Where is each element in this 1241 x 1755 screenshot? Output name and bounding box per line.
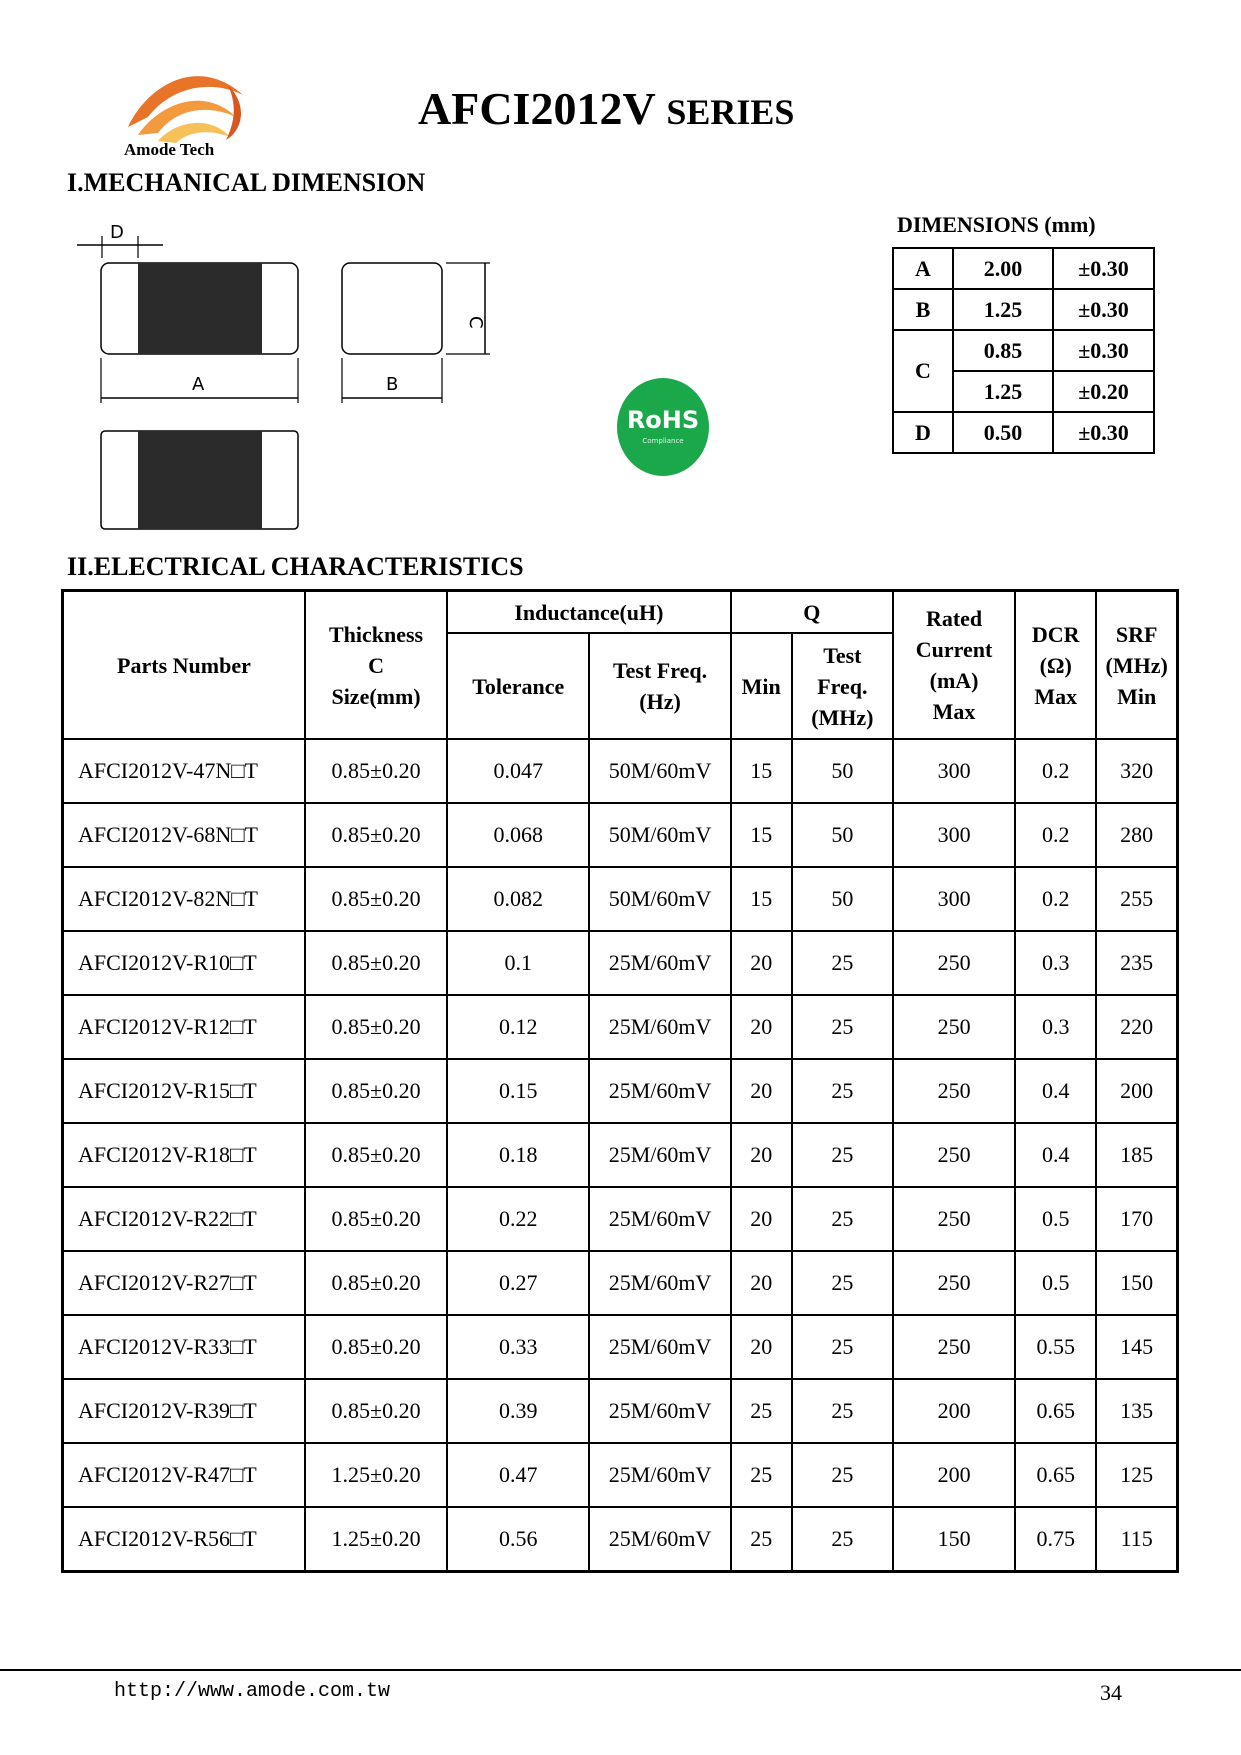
dim-value: 1.25 (953, 371, 1053, 412)
cell-srf: 320 (1096, 739, 1177, 803)
cell-rated-current: 250 (893, 1123, 1015, 1187)
dim-value: 0.85 (953, 330, 1053, 371)
cell-q-test-frequency: 25 (792, 931, 893, 995)
cell-rated-current: 200 (893, 1443, 1015, 1507)
header-test-freq: Test Freq. (Hz) (589, 633, 730, 739)
cell-dcr: 0.2 (1015, 867, 1096, 931)
cell-inductance-value: 0.082 (447, 867, 589, 931)
cell-rated-current: 250 (893, 995, 1015, 1059)
cell-test-frequency: 25M/60mV (589, 1315, 730, 1379)
dim-row (893, 412, 1154, 453)
header-srf: SRF (MHz) Min (1096, 591, 1177, 740)
cell-srf: 125 (1096, 1443, 1177, 1507)
cell-rated-current: 250 (893, 1251, 1015, 1315)
cell-part-number: AFCI2012V-R10□T (63, 931, 305, 995)
cell-dcr: 0.4 (1015, 1123, 1096, 1187)
cell-inductance-value: 0.27 (447, 1251, 589, 1315)
cell-test-frequency: 25M/60mV (589, 1251, 730, 1315)
company-name: Amode Tech (124, 140, 215, 159)
cell-srf: 185 (1096, 1123, 1177, 1187)
table-row (63, 995, 1178, 1059)
cell-dcr: 0.3 (1015, 931, 1096, 995)
cell-inductance-value: 0.47 (447, 1443, 589, 1507)
dimensions-caption: DIMENSIONS (mm) (897, 212, 1096, 237)
cell-q-min: 25 (731, 1379, 792, 1443)
dimensions-table (892, 247, 1155, 454)
cell-rated-current: 250 (893, 1059, 1015, 1123)
cell-q-min: 15 (731, 739, 792, 803)
electrical-table-body (63, 739, 1178, 1572)
cell-q-test-frequency: 25 (792, 1315, 893, 1379)
cell-inductance-value: 0.56 (447, 1507, 589, 1572)
cell-inductance-value: 0.12 (447, 995, 589, 1059)
cell-inductance-value: 0.1 (447, 931, 589, 995)
table-row (63, 931, 1178, 995)
cell-q-test-frequency: 25 (792, 1443, 893, 1507)
cell-q-min: 20 (731, 1187, 792, 1251)
dim-tolerance: ±0.30 (1053, 330, 1154, 371)
table-row (63, 867, 1178, 931)
cell-rated-current: 250 (893, 1315, 1015, 1379)
dim-row (893, 330, 1154, 371)
cell-q-test-frequency: 25 (792, 1507, 893, 1572)
electrical-table (61, 589, 1179, 1573)
header-tolerance: Tolerance (447, 633, 589, 739)
dim-tolerance: ±0.30 (1053, 248, 1154, 289)
header-q-min: Min (731, 633, 792, 739)
cell-q-test-frequency: 50 (792, 739, 893, 803)
dim-row (893, 248, 1154, 289)
rohs-text: RoHS (626, 406, 700, 434)
cell-dcr: 0.2 (1015, 739, 1096, 803)
cell-thickness: 0.85±0.20 (305, 931, 447, 995)
cell-q-test-frequency: 50 (792, 867, 893, 931)
cell-part-number: AFCI2012V-R33□T (63, 1315, 305, 1379)
cell-thickness: 0.85±0.20 (305, 1315, 447, 1379)
header-parts-number: Parts Number (63, 591, 305, 740)
mechanical-drawing (70, 218, 510, 538)
cell-srf: 235 (1096, 931, 1177, 995)
cell-q-min: 20 (731, 1315, 792, 1379)
cell-srf: 135 (1096, 1379, 1177, 1443)
cell-q-min: 15 (731, 803, 792, 867)
cell-test-frequency: 25M/60mV (589, 1379, 730, 1443)
cell-test-frequency: 50M/60mV (589, 803, 730, 867)
dim-value: 2.00 (953, 248, 1053, 289)
cell-q-min: 20 (731, 1059, 792, 1123)
header-rated-current: Rated Current (mA) Max (893, 591, 1015, 740)
cell-test-frequency: 25M/60mV (589, 1507, 730, 1572)
cell-rated-current: 200 (893, 1379, 1015, 1443)
header-q-test-freq: Test Freq. (MHz) (792, 633, 893, 739)
cell-test-frequency: 25M/60mV (589, 1443, 730, 1507)
cell-dcr: 0.4 (1015, 1059, 1096, 1123)
cell-test-frequency: 25M/60mV (589, 931, 730, 995)
cell-rated-current: 300 (893, 739, 1015, 803)
cell-srf: 280 (1096, 803, 1177, 867)
cell-thickness: 0.85±0.20 (305, 1187, 447, 1251)
cell-q-min: 20 (731, 995, 792, 1059)
cell-dcr: 0.55 (1015, 1315, 1096, 1379)
cell-thickness: 0.85±0.20 (305, 1059, 447, 1123)
table-row (63, 1059, 1178, 1123)
label-a: A (192, 374, 205, 395)
cell-thickness: 1.25±0.20 (305, 1507, 447, 1572)
cell-srf: 150 (1096, 1251, 1177, 1315)
dim-tolerance: ±0.20 (1053, 371, 1154, 412)
cell-thickness: 0.85±0.20 (305, 1251, 447, 1315)
cell-inductance-value: 0.22 (447, 1187, 589, 1251)
cell-test-frequency: 25M/60mV (589, 995, 730, 1059)
cell-inductance-value: 0.18 (447, 1123, 589, 1187)
cell-q-min: 20 (731, 1123, 792, 1187)
cell-dcr: 0.65 (1015, 1443, 1096, 1507)
cell-dcr: 0.3 (1015, 995, 1096, 1059)
cell-thickness: 0.85±0.20 (305, 739, 447, 803)
cell-thickness: 0.85±0.20 (305, 867, 447, 931)
cell-q-min: 15 (731, 867, 792, 931)
page-title (418, 82, 794, 135)
cell-thickness: 0.85±0.20 (305, 803, 447, 867)
dim-value: 0.50 (953, 412, 1053, 453)
cell-dcr: 0.75 (1015, 1507, 1096, 1572)
cell-test-frequency: 25M/60mV (589, 1123, 730, 1187)
cell-dcr: 0.65 (1015, 1379, 1096, 1443)
cell-srf: 220 (1096, 995, 1177, 1059)
cell-rated-current: 300 (893, 867, 1015, 931)
cell-rated-current: 150 (893, 1507, 1015, 1572)
electrical-heading: II.ELECTRICAL CHARACTERISTICS (67, 552, 524, 581)
cell-inductance-value: 0.39 (447, 1379, 589, 1443)
table-row (63, 1507, 1178, 1572)
table-row (63, 1187, 1178, 1251)
cell-test-frequency: 50M/60mV (589, 739, 730, 803)
dim-label: D (893, 412, 953, 453)
cell-test-frequency: 25M/60mV (589, 1187, 730, 1251)
table-row (63, 1251, 1178, 1315)
cell-q-min: 25 (731, 1507, 792, 1572)
cell-test-frequency: 25M/60mV (589, 1059, 730, 1123)
cell-part-number: AFCI2012V-68N□T (63, 803, 305, 867)
cell-q-test-frequency: 50 (792, 803, 893, 867)
cell-rated-current: 250 (893, 1187, 1015, 1251)
cell-thickness: 0.85±0.20 (305, 1379, 447, 1443)
cell-thickness: 0.85±0.20 (305, 995, 447, 1059)
cell-rated-current: 250 (893, 931, 1015, 995)
header-thickness: Thickness C Size(mm) (305, 591, 447, 740)
cell-dcr: 0.5 (1015, 1251, 1096, 1315)
cell-part-number: AFCI2012V-47N□T (63, 739, 305, 803)
cell-q-test-frequency: 25 (792, 1187, 893, 1251)
cell-q-test-frequency: 25 (792, 1123, 893, 1187)
cell-thickness: 0.85±0.20 (305, 1123, 447, 1187)
page-number: 34 (1100, 1680, 1122, 1705)
cell-part-number: AFCI2012V-R22□T (63, 1187, 305, 1251)
cell-part-number: AFCI2012V-R39□T (63, 1379, 305, 1443)
title-main: AFCI2012V (418, 83, 655, 134)
label-d: D (110, 222, 124, 243)
rohs-sub: Compliance (642, 437, 684, 445)
cell-q-test-frequency: 25 (792, 995, 893, 1059)
cell-q-min: 20 (731, 1251, 792, 1315)
table-row (63, 1443, 1178, 1507)
cell-inductance-value: 0.33 (447, 1315, 589, 1379)
footer-divider (0, 1669, 1241, 1671)
title-series: SERIES (666, 92, 795, 132)
dim-label: A (893, 248, 953, 289)
footer-url[interactable]: http://www.amode.com.tw (114, 1680, 391, 1703)
header-q: Q (731, 591, 893, 634)
dim-label: C (893, 330, 953, 412)
header-inductance: Inductance(uH) (447, 591, 731, 634)
label-b: B (386, 374, 399, 395)
label-c: C (465, 316, 486, 329)
cell-srf: 200 (1096, 1059, 1177, 1123)
cell-test-frequency: 50M/60mV (589, 867, 730, 931)
rohs-badge (615, 376, 711, 478)
cell-srf: 145 (1096, 1315, 1177, 1379)
cell-srf: 255 (1096, 867, 1177, 931)
table-row (63, 1123, 1178, 1187)
mechanical-heading: I.MECHANICAL DIMENSION (67, 168, 426, 197)
cell-thickness: 1.25±0.20 (305, 1443, 447, 1507)
header-dcr: DCR (Ω) Max (1015, 591, 1096, 740)
cell-part-number: AFCI2012V-R18□T (63, 1123, 305, 1187)
cell-q-min: 20 (731, 931, 792, 995)
cell-q-test-frequency: 25 (792, 1251, 893, 1315)
dim-tolerance: ±0.30 (1053, 412, 1154, 453)
table-row (63, 739, 1178, 803)
cell-part-number: AFCI2012V-82N□T (63, 867, 305, 931)
cell-part-number: AFCI2012V-R47□T (63, 1443, 305, 1507)
cell-part-number: AFCI2012V-R15□T (63, 1059, 305, 1123)
cell-dcr: 0.5 (1015, 1187, 1096, 1251)
cell-srf: 170 (1096, 1187, 1177, 1251)
cell-part-number: AFCI2012V-R27□T (63, 1251, 305, 1315)
cell-inductance-value: 0.068 (447, 803, 589, 867)
table-row (63, 1379, 1178, 1443)
cell-q-test-frequency: 25 (792, 1059, 893, 1123)
dim-row (893, 289, 1154, 330)
table-row (63, 1315, 1178, 1379)
dim-value: 1.25 (953, 289, 1053, 330)
cell-dcr: 0.2 (1015, 803, 1096, 867)
cell-srf: 115 (1096, 1507, 1177, 1572)
cell-part-number: AFCI2012V-R12□T (63, 995, 305, 1059)
header-row (63, 591, 1178, 634)
cell-rated-current: 300 (893, 803, 1015, 867)
cell-q-min: 25 (731, 1443, 792, 1507)
dim-label: B (893, 289, 953, 330)
cell-q-test-frequency: 25 (792, 1379, 893, 1443)
cell-part-number: AFCI2012V-R56□T (63, 1507, 305, 1572)
cell-inductance-value: 0.15 (447, 1059, 589, 1123)
cell-inductance-value: 0.047 (447, 739, 589, 803)
table-row (63, 803, 1178, 867)
dim-tolerance: ±0.30 (1053, 289, 1154, 330)
